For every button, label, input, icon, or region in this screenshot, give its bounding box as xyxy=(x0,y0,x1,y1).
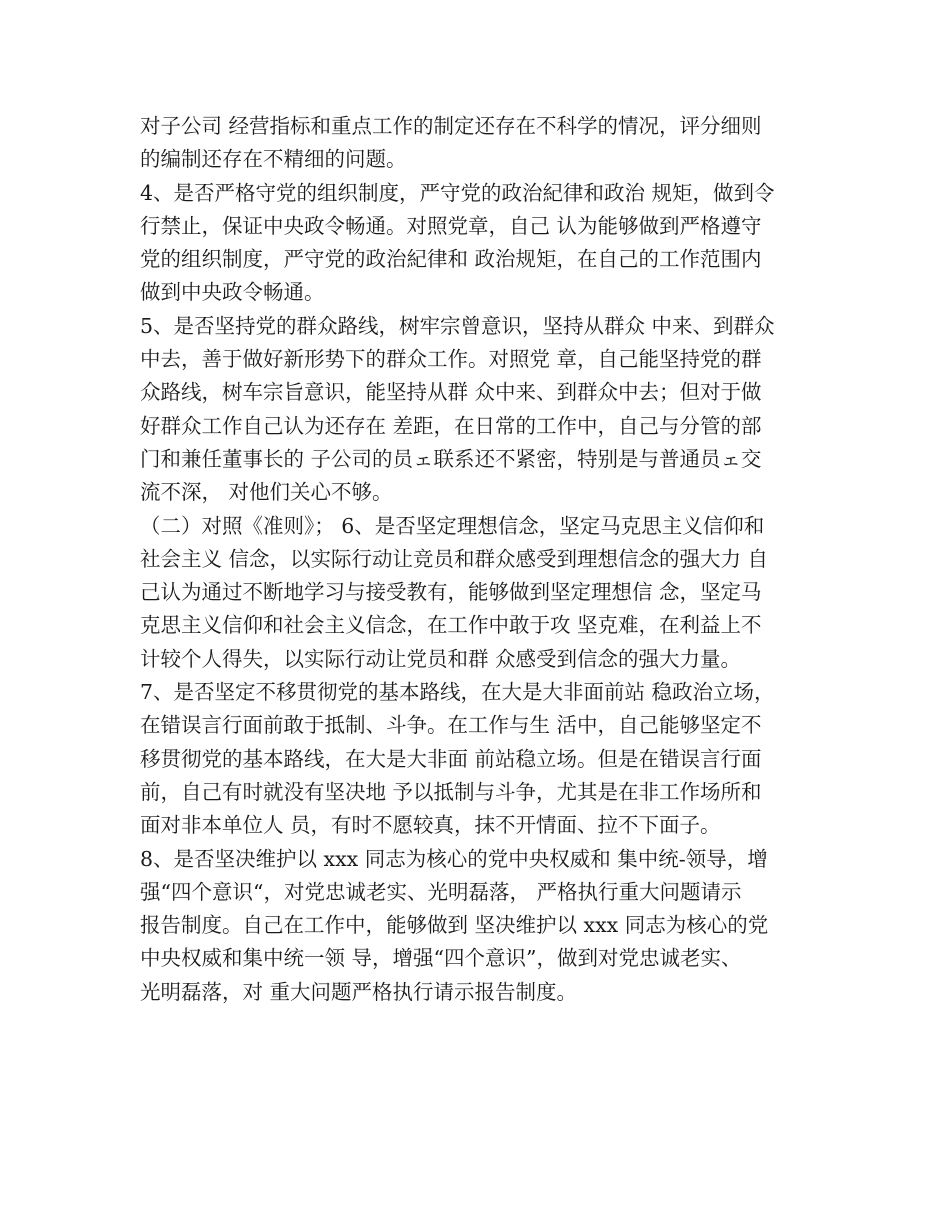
text-line: 门和兼任董事长的 子公司的员ェ联系还不紧密，特别是与普通员ェ交 xyxy=(140,446,762,471)
text-line: 5、是否坚持党的群众路线，树牢宗曾意识，坚持从群众 中来、到群众 xyxy=(140,313,775,338)
text-line: 强“四个意识“，对党忠诚老实、光明磊落， 严格执行重大问题请示 xyxy=(140,879,742,904)
text-line: 党的组织制度，严守党的政治紀律和 政治规矩，在自己的工作范围内 xyxy=(140,247,762,272)
text-line: 光明磊落，对 重大问题严格执行请示报告制度。 xyxy=(140,979,578,1004)
text-line: 8、是否坚决维护以 xxx 同志为核心的党中央权威和 集中统-领导，增 xyxy=(140,846,768,871)
document-body xyxy=(140,110,830,1009)
text-line: 中央权威和集中统一领 导，增强“四个意识”，做到对党忠诚老实、 xyxy=(140,946,742,971)
text-line: 克思主义信仰和社会主义信念，在工作中敢于攻 坚克难，在利益上不 xyxy=(140,613,762,638)
text-line: 社会主义 信念，以实际行动让竞员和群众感受到理想信念的强大力 自 xyxy=(140,546,769,571)
text-line: 面对非本单位人 员，有时不愿较真，抹不开情面、拉不下面子。 xyxy=(140,813,721,838)
text-line: 4、是否严格守党的组织制度，严守党的政治紀律和政治 规矩，做到令 xyxy=(140,180,775,205)
text-line: 对子公司 经营指标和重点工作的制定还存在不科学的情况，评分细则 xyxy=(140,114,762,138)
text-line: 计较个人得失，以实际行动让党员和群 众感受到信念的强大力量。 xyxy=(140,646,742,671)
text-line: 流不深， 对他们关心不够。 xyxy=(140,480,393,505)
text-line: 7、是否坚定不移贯彻党的基本路线，在大是大非面前站 稳政治立场， xyxy=(140,680,775,705)
text-line: 前，自己有时就没有坚决地 予以抵制与斗争，尤其是在非工作场所和 xyxy=(140,779,762,804)
text-line: 众路线，树车宗旨意识，能坚持从群 众中来、到群众中去；但对于做 xyxy=(140,380,762,405)
text-line: 在错误言行面前敢于抵制、斗争。在工作与生 活中，自己能够坚定不 xyxy=(140,713,762,738)
text-line: 做到中央政令畅通。 xyxy=(140,280,325,305)
text-line: 好群众工作自己认为还存在 差距，在日常的工作中，自己与分管的部 xyxy=(140,413,762,438)
text-line: 的编制还存在不精细的问题。 xyxy=(140,147,407,172)
text-line: 行禁止，保证中央政令畅通。对照党章，自己 认为能够做到严格遵守 xyxy=(140,213,762,238)
text-line: 中去，善于做好新形势下的群众工作。对照党 章，自己能坚持党的群 xyxy=(140,347,762,372)
text-line: （二）对照《准则》； 6、是否坚定理想信念，坚定马克思主义信仰和 xyxy=(140,513,765,538)
text-line: 移贯彻党的基本路线，在大是大非面 前站稳立场。但是在错误言行面 xyxy=(140,746,762,771)
text-line: 报告制度。自己在工作中，能够做到 坚决维护以 xxx 同志为核心的党 xyxy=(140,913,769,938)
text-line: 己认为通过不断地学习与接受教有，能够做到坚定理想信 念，坚定马 xyxy=(140,580,762,605)
